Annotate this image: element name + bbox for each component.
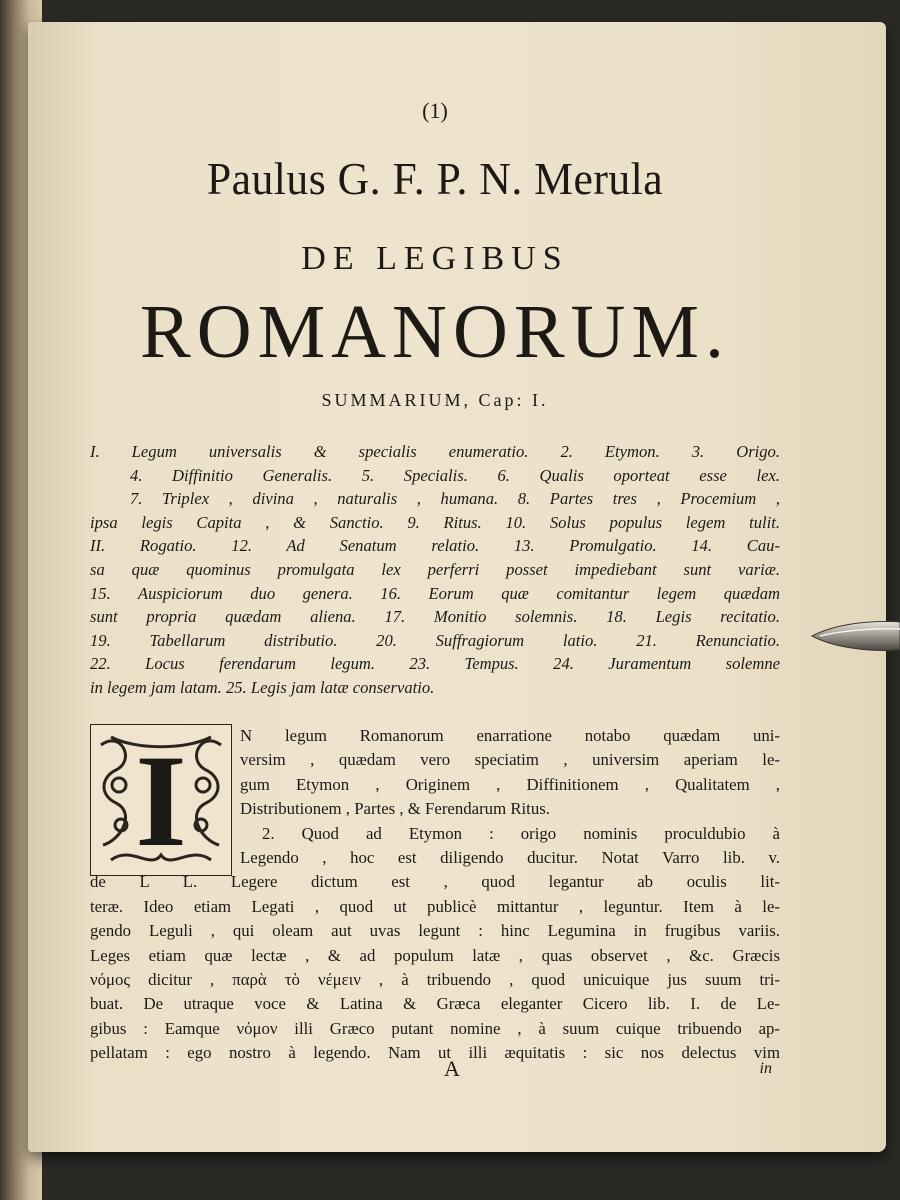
summary-line: 7. Triplex , divina , naturalis , humana. 8. Partes tres , Procemium , [130, 489, 780, 509]
body-text [90, 724, 780, 1065]
body-line: gum Etymon , Originem , Diffinitionem , Qualitatem , [240, 774, 780, 794]
body-line: pellatam : ego nostro à legendo. Nam ut illi æquitatis : sic nos delectus vim [90, 1043, 780, 1063]
dropcap-letter: I [135, 726, 187, 874]
page-number: (1) [422, 98, 448, 123]
catchword: in [759, 1060, 772, 1077]
body-line: gendo Leguli , qui oleam aut uvas legunt : hinc Legumina in frugibus variis. [90, 921, 780, 941]
summary-line: ipsa legis Capita , & Sanctio. 9. Ritus. 10. Solus populus legem tulit. [90, 512, 780, 532]
body-line: de L L. Legere dictum est , quod legantur ab oculis lit- [90, 872, 780, 892]
summary-line: II. Rogatio. 12. Ad Senatum relatio. 13. Promulgatio. 14. Cau- [90, 536, 780, 556]
body-line: teræ. Ideo etiam Legati , quod ut publicè mittantur , leguntur. Item à le- [90, 896, 780, 916]
title-romanorum: ROMANORUM. [140, 290, 730, 374]
book-page [28, 22, 886, 1152]
summary-line: 15. Auspiciorum duo genera. 16. Eorum quæ comitantur legem quædam [90, 583, 780, 603]
signature-mark: A [444, 1056, 460, 1081]
body-line: Distributionem , Partes , & Ferendarum Ritus. [240, 799, 550, 819]
summary-line: 4. Diffinitio Generalis. 5. Specialis. 6. Qualis oporteat esse lex. [130, 465, 780, 485]
body-line: Leges etiam quæ lectæ , & ad populum latæ , quas observet , &c. Græcis [90, 945, 780, 965]
body-line: Legendo , hoc est diligendo ducitur. Notat Varro lib. v. [240, 847, 780, 867]
summary-line: 19. Tabellarum distributio. 20. Suffragiorum latio. 21. Renunciatio. [90, 630, 780, 650]
body-line: 2. Quod ad Etymon : origo nominis proculdubio à [262, 823, 780, 843]
title-de-legibus: DE LEGIBUS [301, 240, 569, 277]
summary-line: in legem jam latam. 25. Legis jam latæ conservatio. [90, 677, 435, 697]
summary-list [90, 440, 780, 700]
author-title: Paulus G. F. P. N. Merula [206, 153, 664, 204]
body-line: gibus : Eamque νόμον illi Græco putant nomine , à suum cuique tribuendo ap- [90, 1018, 780, 1038]
summary-line: sa quæ quominus promulgata lex perferri posset impediebant sunt variæ. [90, 559, 780, 579]
body-line: N legum Romanorum enarratione notabo quædam uni- [240, 726, 780, 745]
body-line: versim , quædam vero speciatim , universim aperiam le- [240, 750, 780, 770]
page-footer [90, 1056, 780, 1086]
metal-pointer-icon [810, 616, 900, 656]
page-text-area [90, 22, 780, 1152]
body-line: νόμος dicitur , παρὰ τὸ νέμειν , à tribuendo , quod unicuique jus suum tri- [90, 969, 780, 989]
summary-line: 22. Locus ferendarum legum. 23. Tempus. 24. Juramentum solemne [90, 654, 780, 674]
summary-line: sunt propria quædam aliena. 17. Monitio solemnis. 18. Legis recitatio. [90, 607, 780, 627]
summary-line: I. Legum universalis & specialis enumeratio. 2. Etymon. 3. Origo. [90, 442, 780, 461]
body-line: buat. De utraque voce & Latina & Græca eleganter Cicero lib. I. de Le- [90, 994, 780, 1014]
summarium-heading: SUMMARIUM, Cap: I. [321, 390, 549, 410]
